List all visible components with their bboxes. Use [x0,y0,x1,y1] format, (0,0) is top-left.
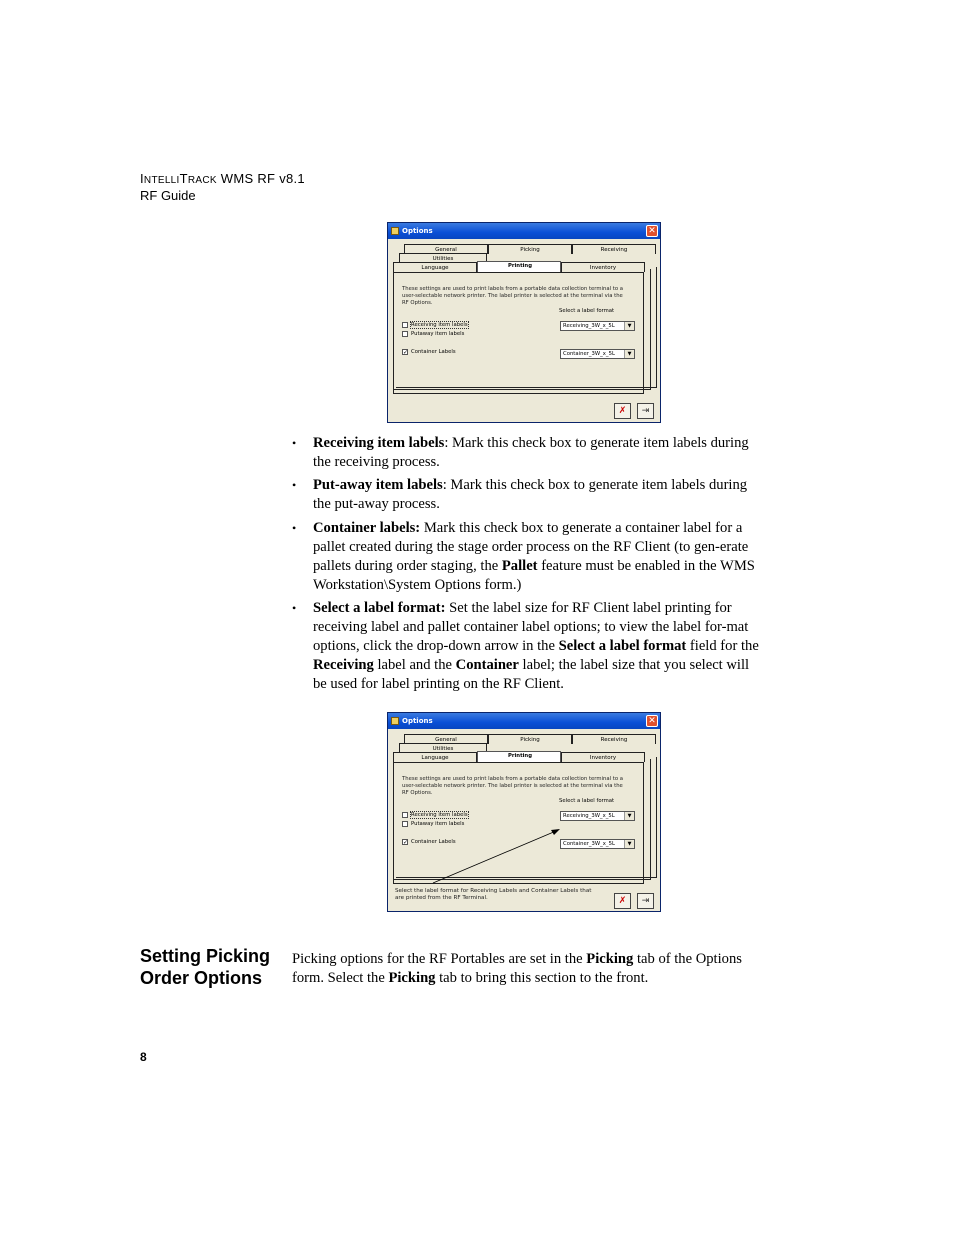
list-item: • Container labels: Mark this check box to generate a container label for a pallet created during the stage order process on the RF Client (to gen-erate pallets during order staging, the Pallet feature must be enabled in the WMS Workstation\System Options form.) [292,519,762,595]
running-header-title: INTELLITRACK WMS RF v8.1 [140,171,305,186]
options-dialog-screenshot-1 [387,222,661,423]
select-value: Receiving_3W_x_5L [563,323,615,329]
tab-inventory[interactable]: Inventory [561,752,645,762]
printing-description: These settings are used to print labels from a portable data collection terminal to a user-selectable network printer. The label printer is selected at the terminal via the RF Options. [402,286,624,306]
pointer-arrow [388,713,661,912]
section-paragraph: Picking options for the RF Portables are set in the Picking tab of the Options form. Select the Picking tab to bring this section to the front. [292,951,742,986]
checkbox-label: Receiving item labels [411,322,468,328]
list-item: • Put-away item labels: Mark this check box to generate item labels during the put-away process. [292,476,762,514]
tab-receiving[interactable]: Receiving [572,734,656,744]
tab-printing[interactable]: Printing [477,751,561,763]
dropdown-arrow-icon[interactable]: ▼ [624,322,634,330]
receiving-item-labels-checkbox[interactable] [402,322,468,328]
checkbox-label: Receiving item labels [411,812,468,818]
tab-printing[interactable]: Printing [477,261,561,273]
tab-picking[interactable]: Picking [488,734,572,744]
select-value: Container_3W_x_5L [563,841,615,847]
option-description-list [292,434,762,698]
dialog-title: Options [402,227,433,235]
cancel-button[interactable]: ✗ [614,893,631,909]
tab-utilities[interactable]: Utilities [399,743,487,753]
tab-general[interactable]: General [404,734,488,744]
receiving-label-format-select[interactable] [560,321,635,331]
checkbox-box[interactable] [402,331,408,337]
list-item: • Receiving item labels: Mark this check box to generate item labels during the receiving process. [292,434,762,472]
checkbox-label: Putaway item labels [411,821,465,827]
container-labels-checkbox[interactable] [402,349,456,355]
section-heading: Setting Picking Order Options [140,946,271,988]
checkbox-label: Container Labels [411,349,456,355]
exit-button[interactable]: ⇥ [637,403,654,419]
tab-picking[interactable]: Picking [488,244,572,254]
page-number: 8 [140,1050,147,1064]
checkbox-box-checked[interactable]: ✓ [403,839,409,846]
putaway-item-labels-checkbox[interactable] [402,331,464,337]
tab-language[interactable]: Language [393,752,477,762]
close-icon[interactable]: ✕ [646,225,658,237]
checkbox-box[interactable] [402,322,408,328]
dropdown-arrow-icon[interactable]: ▼ [624,350,634,358]
tab-general[interactable]: General [404,244,488,254]
tab-receiving[interactable]: Receiving [572,244,656,254]
status-bar-text: Select the label format for Receiving Labels and Container Labels that are printed from the RF Terminal. [395,888,592,901]
checkbox-label: Container Labels [411,839,456,845]
label-format-caption: Select a label format [559,798,615,804]
dialog-titlebar [388,223,660,239]
select-value: Container_3W_x_5L [563,351,615,357]
exit-button[interactable]: ⇥ [637,893,654,909]
tab-inventory[interactable]: Inventory [561,262,645,272]
cancel-button[interactable]: ✗ [614,403,631,419]
checkbox-box-checked[interactable]: ✓ [403,349,409,356]
tab-language[interactable]: Language [393,262,477,272]
app-icon [391,227,399,235]
select-value: Receiving_3W_x_5L [563,813,615,819]
running-header-subtitle: RF Guide [140,188,196,203]
dialog-title: Options [402,717,433,725]
tab-utilities[interactable]: Utilities [399,253,487,263]
list-item: • Select a label format: Set the label size for RF Client label printing for receiving label and pallet container label options; to view the label for-mat options, click the drop-down arrow in the Select a label format field for the Receiving label and the Container label; the label size that you select will be used for label printing on the RF Client. [292,599,762,694]
options-dialog-screenshot-2 [387,712,661,912]
label-format-caption: Select a label format [559,308,615,314]
printing-description: These settings are used to print labels from a portable data collection terminal to a user-selectable network printer. The label printer is selected at the terminal via the RF Options. [402,776,624,796]
container-label-format-select[interactable] [560,349,635,359]
dropdown-arrow-icon[interactable]: ▼ [624,812,634,820]
checkbox-label: Putaway item labels [411,331,465,337]
dropdown-arrow-icon[interactable]: ▼ [624,840,634,848]
close-icon[interactable]: ✕ [646,715,658,727]
